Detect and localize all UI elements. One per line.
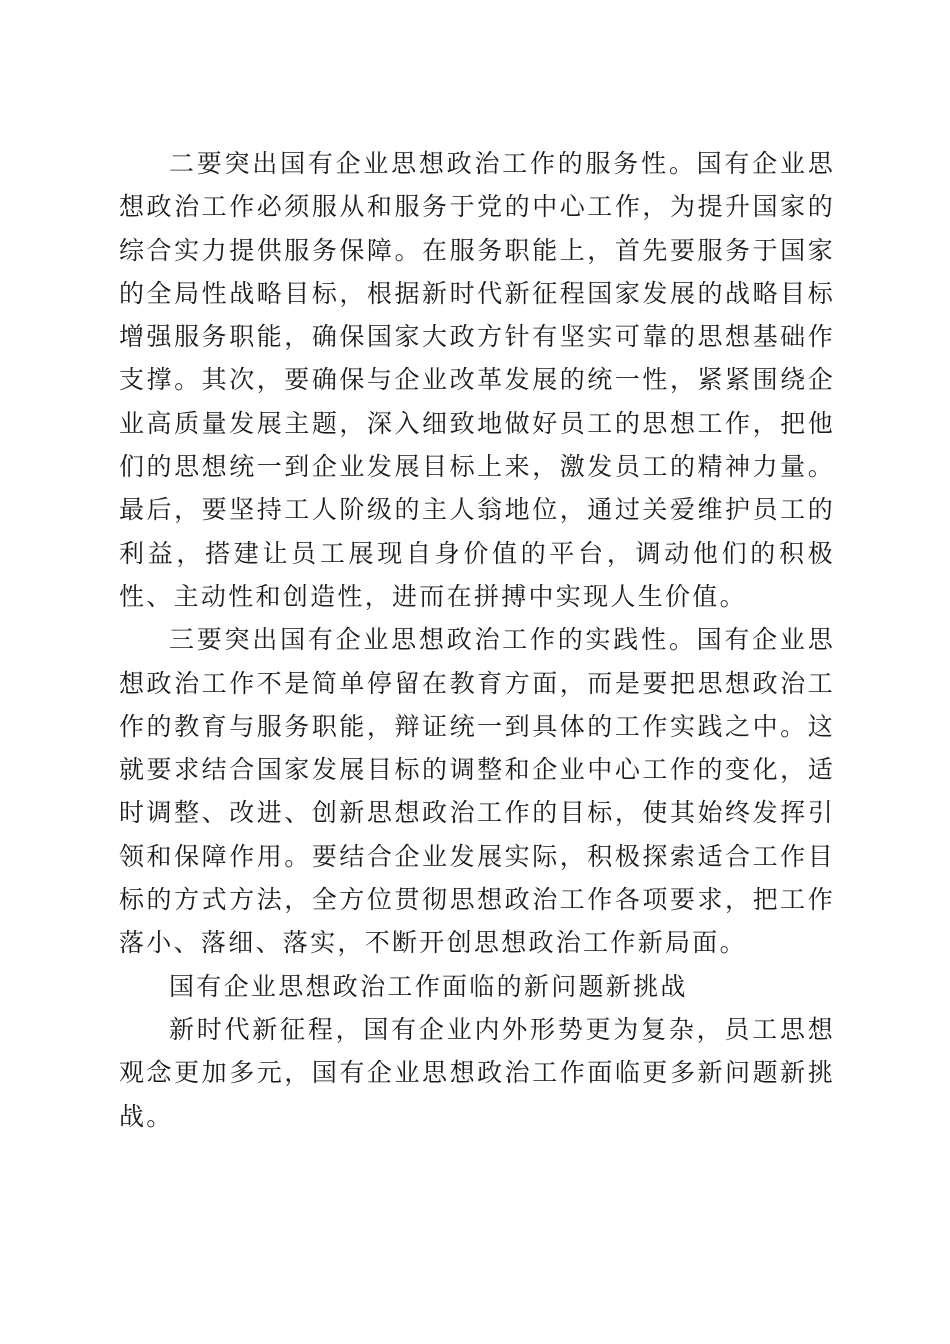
section-heading: 国有企业思想政治工作面临的新问题新挑战: [169, 971, 688, 1001]
paragraph-new-challenges: 新时代新征程，国有企业内外形势更为复杂，员工思想观念更加多元，国有企业思想政治工作面临更多新问题新挑战。: [119, 1014, 835, 1131]
paragraph-practice: 三要突出国有企业思想政治工作的实践性。国有企业思想政治工作不是简单停留在教育方面，而是要把思想政治工作的教育与服务职能，辩证统一到具体的工作实践之中。这就要求结合国家发展目标的调整和企业中心工作的变化，适时调整、改进、创新思想政治工作的目标，使其始终发挥引领和保障作用。要结合企业发展实际，积极探索适合工作目标的方式方法，全方位贯彻思想政治工作各项要求，把工作落小、落细、落实，不断开创思想政治工作新局面。: [119, 625, 835, 958]
paragraph-service: 二要突出国有企业思想政治工作的服务性。国有企业思想政治工作必须服从和服务于党的中心工作，为提升国家的综合实力提供服务保障。在服务职能上，首先要服务于国家的全局性战略目标，根据新时代新征程国家发展的战略目标增强服务职能，确保国家大政方针有坚实可靠的思想基础作支撑。其次，要确保与企业改革发展的统一性，紧紧围绕企业高质量发展主题，深入细致地做好员工的思想工作，把他们的思想统一到企业发展目标上来，激发员工的精神力量。最后，要坚持工人阶级的主人翁地位，通过关爱维护员工的利益，搭建让员工展现自身价值的平台，调动他们的积极性、主动性和创造性，进而在拼搏中实现人生价值。: [119, 149, 835, 611]
document-body: [119, 142, 835, 1138]
